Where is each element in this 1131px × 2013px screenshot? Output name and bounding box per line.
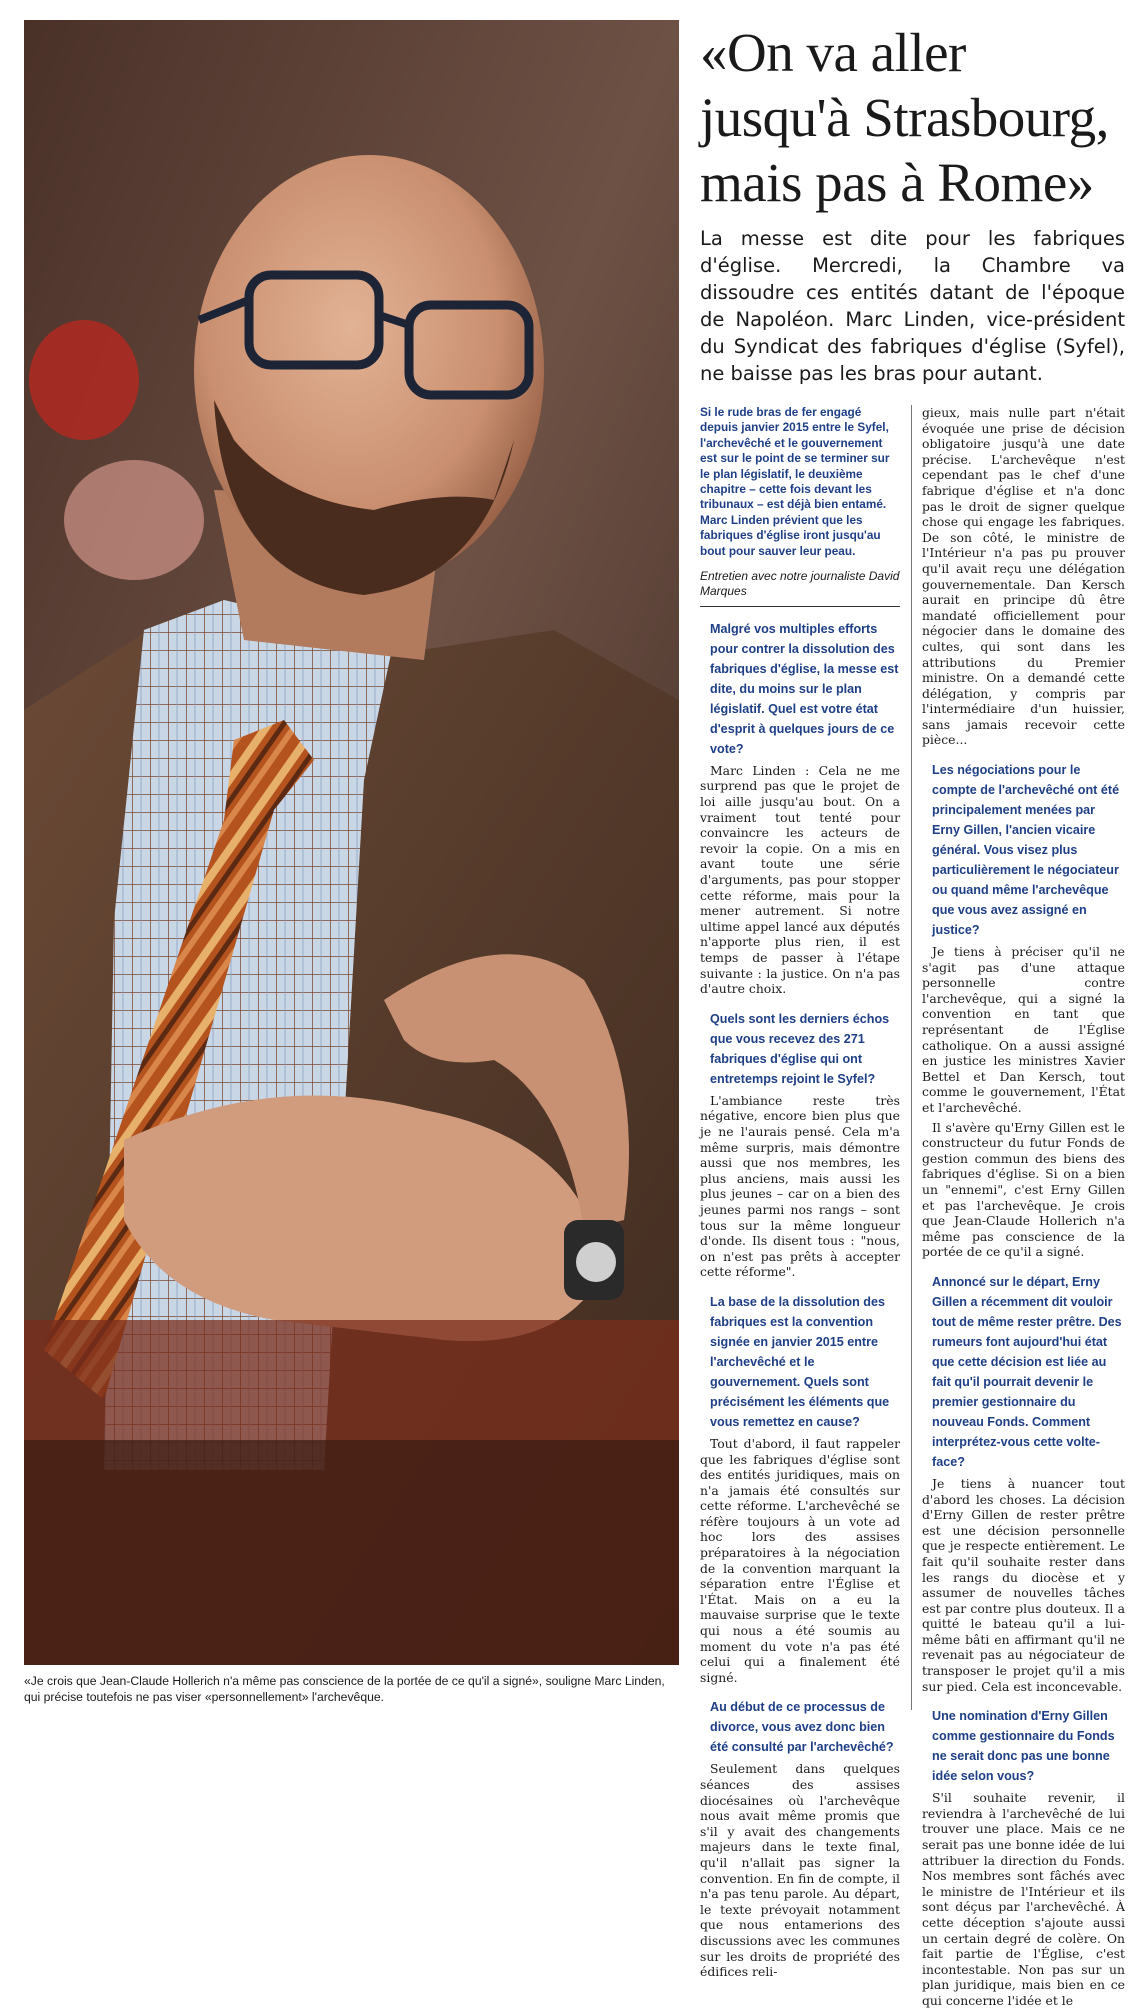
interview-answer-continued: gieux, mais nulle part n'était évoquée une prise de décision obligatoire jusqu'à une date précise. L'archevêque n'est cependant pas le chef d'une fabrique d'église et n'a donc pas le droit de signer quelque chose qui engage les fabriques. De son côté, le ministre de l'Intérieur n'a pas pu prouver qu'il avait reçu une délégation gouvernementale. Dan Kersch aurait en principe dû être mandaté officiellement pour négocier dans le domaine des cultes, qui sont dans les attributions du Premier ministre. On a demandé cette délégation, y compris par l'intermédiaire d'un huissier, sans jamais recevoir cette pièce... bbox=[922, 405, 1125, 748]
interview-answer: Je tiens à nuancer tout d'abord les choses. La décision d'Erny Gillen de rester prêtre est une décision personnelle que je respecte entièrement. Le fait qu'il souhaite rester dans les rangs du diocèse et y assumer de nouvelles tâches est par contre plus douteux. Il a quitté le bateau qu'il a lui-même bâti en affirmant qu'il ne revenait pas au négociateur de transposer le projet qu'il a mis sur pied. Cela est inconcevable. bbox=[922, 1475, 1125, 1694]
interview-question: Les négociations pour le compte de l'archevêché ont été principalement menées par Erny Gillen, l'ancien vicaire général. Vous visez plus particulièrement le négociateur ou quand même l'archevêque que vous avez assigné en justice? bbox=[932, 763, 1120, 938]
lead-paragraph: La messe est dite pour les fabriques d'église. Mercredi, la Chambre va dissoudre ces entités datant de l'époque de Napoléon. Marc Linden, vice-président du Syndicat des fabriques d'église (Syfel), ne baisse pas les bras pour autant. bbox=[700, 227, 1125, 385]
article-intro: Si le rude bras de fer engagé depuis janvier 2015 entre le Syfel, l'archevêché et le gouvernement est sur le point de se terminer sur le plan législatif, le deuxième chapitre – cette fois devant les tribunaux – est déjà bien entamé. Marc Linden prévient que les fabriques d'église iront jusqu'au bout pour sauver leur peau. bbox=[700, 405, 890, 558]
interview-answer: S'il souhaite revenir, il reviendra à l'archevêché de lui trouver une place. Mais ce ne serait pas une bonne idée de lui attribuer la direction du Fonds. Nos membres sont fâchés avec le ministre de l'Intérieur et ils sont déçus par l'archevêché. À cette déception s'ajoute aussi un certain degré de colère. On fait partie de l'Église, c'est incontestable. Non pas sur un plan juridique, mais bien en ce qui concerne l'idée et le bbox=[922, 1790, 1125, 2008]
byline: Entretien avec notre journaliste David Marques bbox=[700, 569, 900, 607]
portrait-photo bbox=[24, 20, 679, 1665]
interview-question: La base de la dissolution des fabriques est la convention signée en janvier 2015 entre l'archevêché et le gouvernement. Quels sont précisément les éléments que vous remettez en cause? bbox=[710, 1294, 890, 1429]
photo-caption: «Je crois que Jean-Claude Hollerich n'a même pas conscience de la portée de ce qu'il a signé», souligne Marc Linden, qui précise toutefois ne pas viser «personnellement» l'archevêque. bbox=[24, 1674, 665, 1704]
interview-answer: L'ambiance reste très négative, encore bien plus que je ne l'aurais pensé. Cela m'a même surpris, mais démontre aussi que nos membres, les plus anciens, mais aussi les plus jeunes – car on a bien des jeunes parmi nos rangs – sont tous sur la même longueur d'onde. Ils disent tous : "nous, on n'est pas prêts à accepter cette réforme". bbox=[700, 1092, 900, 1280]
interview-question: Malgré vos multiples efforts pour contrer la dissolution des fabriques d'église, la messe est dite, du moins sur le plan législatif. Quel est votre état d'esprit à quelques jours de ce vote? bbox=[710, 621, 899, 756]
interview-question: Quels sont les derniers échos que vous recevez des 271 fabriques d'église qui ont entretemps rejoint le Syfel? bbox=[710, 1011, 890, 1086]
interview-answer: Seulement dans quelques séances des assises diocésaines où l'archevêque nous avait même promis que s'il y avait des changements majeurs dans le texte final, qu'il n'allait pas signer la convention. En fin de compte, il n'a pas tenu parole. Au départ, le texte prévoyait notamment que nous entamerions des discussions avec les communes sur les droits de propriété des édifices reli- bbox=[700, 1761, 900, 1980]
article-column-2 bbox=[922, 405, 1125, 2013]
interview-question: Une nomination d'Erny Gillen comme gestionnaire du Fonds ne serait donc pas une bonne idée selon vous? bbox=[932, 1709, 1115, 1784]
article-column-1 bbox=[700, 405, 900, 1984]
interview-answer: Marc Linden : Cela ne me surprend pas que le projet de loi aille jusqu'au bout. On a vraiment tout tenté pour convaincre les acteurs de revoir la copie. On a mis en avant toute une série d'arguments, pas pour stopper cette réforme, mais pour la mener autrement. Si notre ultime appel lancé aux députés n'apporte plus rien, il est temps de passer à l'étape suivante : la justice. On n'a pas d'autre choix. bbox=[700, 762, 900, 997]
interview-answer: Tout d'abord, il faut rappeler que les fabriques d'église sont des entités juridiques, mais on n'a jamais été consultés sur cette réforme. L'archevêché se réfère toujours à un vote ad hoc lors des assises préparatoires à la négociation de la convention marquant la séparation entre l'Église et l'État. Mais on a eu la mauvaise surprise que le texte qui nous a été soumis au moment du vote n'a pas été celui qui a finalement été signé. bbox=[700, 1435, 900, 1685]
interview-question: Au début de ce processus de divorce, vous avez donc bien été consulté par l'archevêché? bbox=[710, 1700, 894, 1755]
interview-question: Annoncé sur le départ, Erny Gillen a récemment dit vouloir tout de même rester prêtre. Des rumeurs font aujourd'hui état que cette décision est liée au fait qu'il pourrait devenir le premier gestionnaire du nouveau Fonds. Comment interprétez-vous cette volte-face? bbox=[932, 1274, 1122, 1469]
interview-answer: Je tiens à préciser qu'il ne s'agit pas d'une attaque personnelle contre l'archevêque, qui a signé la convention en tant que représentant de l'Église catholique. On a aussi assigné en justice les ministres Xavier Bettel et Dan Kersch, tout comme le gouvernement, l'État et l'archevêché. bbox=[922, 944, 1125, 1115]
headline: «On va aller jusqu'à Strasbourg, mais pas à Rome» bbox=[700, 22, 1109, 213]
column-divider bbox=[911, 405, 912, 1710]
interview-answer: Il s'avère qu'Erny Gillen est le constructeur du futur Fonds de gestion commun des biens des fabriques d'église. Si on a bien un "ennemi", c'est Erny Gillen et pas l'archevêque. Je crois que Jean-Claude Hollerich n'a même pas conscience de la portée de ce qu'il a signé. bbox=[922, 1119, 1125, 1260]
